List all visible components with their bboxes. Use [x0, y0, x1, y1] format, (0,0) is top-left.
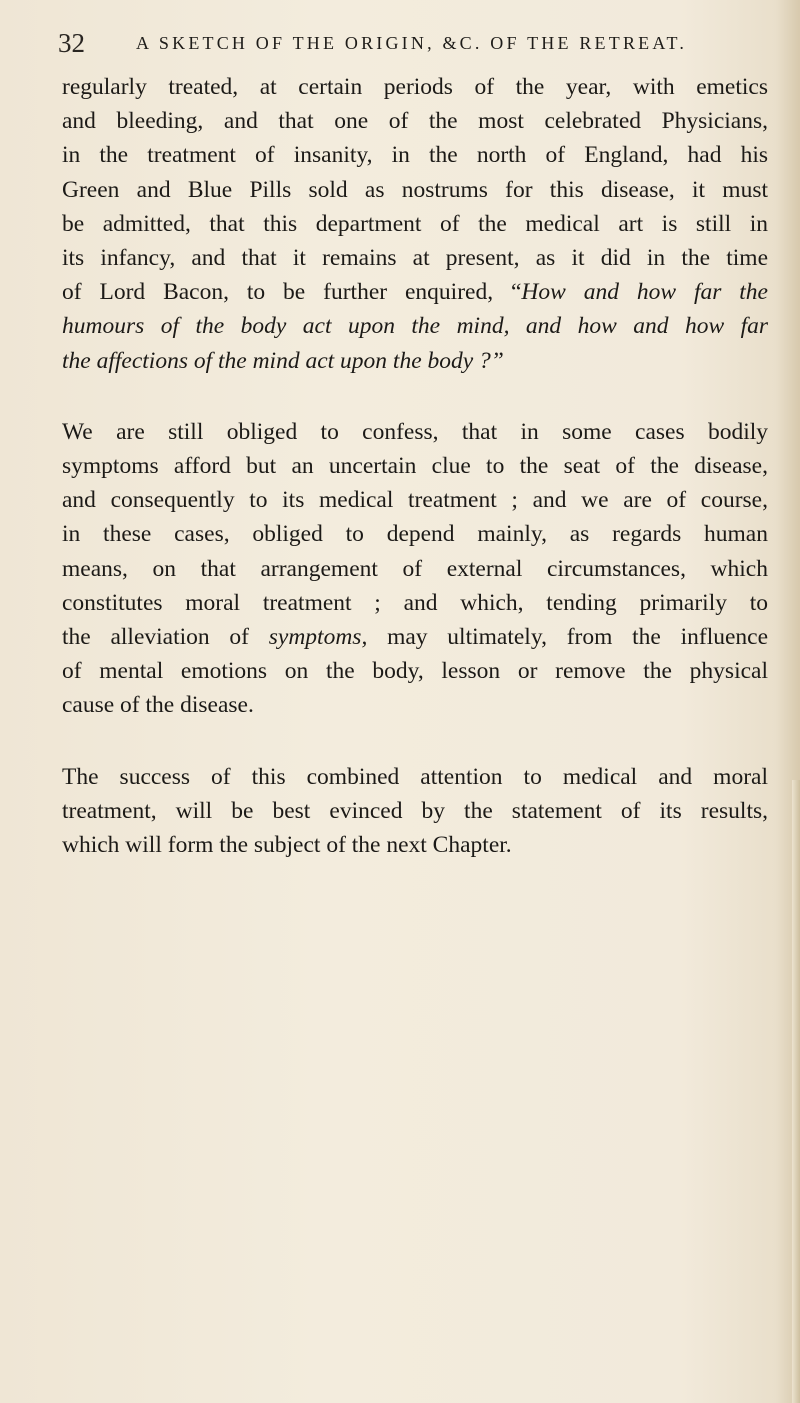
paragraph-3 — [62, 760, 768, 863]
quotation-italic: the — [62, 347, 91, 374]
paragraph-1 — [62, 70, 768, 378]
text-line — [62, 620, 768, 654]
text-line: be admitted, that this department of the medical art is still in — [62, 210, 768, 237]
page-edge — [792, 780, 800, 1403]
text-line: cause of the disease. — [62, 692, 254, 719]
text-span: of Lord Bacon, to be further enquired, “ — [62, 279, 522, 306]
page-header — [58, 28, 778, 64]
text-line — [62, 309, 768, 343]
quotation-italic: affections of the mind act upon the body ?” — [96, 347, 504, 374]
body-text — [62, 70, 768, 862]
italic-word: symptoms, — [268, 624, 368, 651]
paragraph-2 — [62, 415, 768, 723]
text-span: may ultimately, from the influence — [387, 624, 769, 651]
quotation-italic: humours — [62, 313, 145, 340]
text-line — [62, 275, 768, 309]
text-span: the alleviation of — [62, 624, 249, 651]
text-line: Green and Blue Pills sold as nostrums for this disease, it must — [62, 176, 768, 203]
text-line — [62, 344, 768, 378]
text-line: symptoms afford but an uncertain clue to the seat of the disease, — [62, 453, 768, 480]
text-line: in these cases, obliged to depend mainly, as regards human — [62, 521, 768, 548]
text-line: The success of this combined attention to medical and moral — [62, 763, 768, 790]
quotation-italic: and how and how far — [525, 313, 769, 340]
page-number: 32 — [58, 28, 85, 58]
text-line: and bleeding, and that one of the most celebrated Physicians, — [62, 108, 768, 135]
text-line: of mental emotions on the body, lesson or remove the physical — [62, 658, 768, 685]
text-line: its infancy, and that it remains at present, as it did in the time — [62, 245, 768, 272]
text-line: We are still obliged to confess, that in some cases bodily — [62, 418, 768, 445]
text-line: which will form the subject of the next Chapter. — [62, 832, 512, 859]
text-line: means, on that arrangement of external circumstances, which — [62, 555, 768, 582]
text-line: regularly treated, at certain periods of the year, with emetics — [62, 74, 768, 100]
running-head: A SKETCH OF THE ORIGIN, &C. OF THE RETREAT. — [136, 33, 688, 53]
quotation-italic: of the body act upon the mind, — [160, 313, 510, 340]
text-line: in the treatment of insanity, in the north of England, had his — [62, 142, 768, 169]
text-line: treatment, will be best evinced by the statement of its results, — [62, 797, 768, 824]
text-line: constitutes moral treatment ; and which, tending primarily to — [62, 589, 768, 616]
text-line: and consequently to its medical treatment ; and we are of course, — [62, 487, 768, 514]
quotation-italic: How and how far the — [521, 279, 768, 306]
